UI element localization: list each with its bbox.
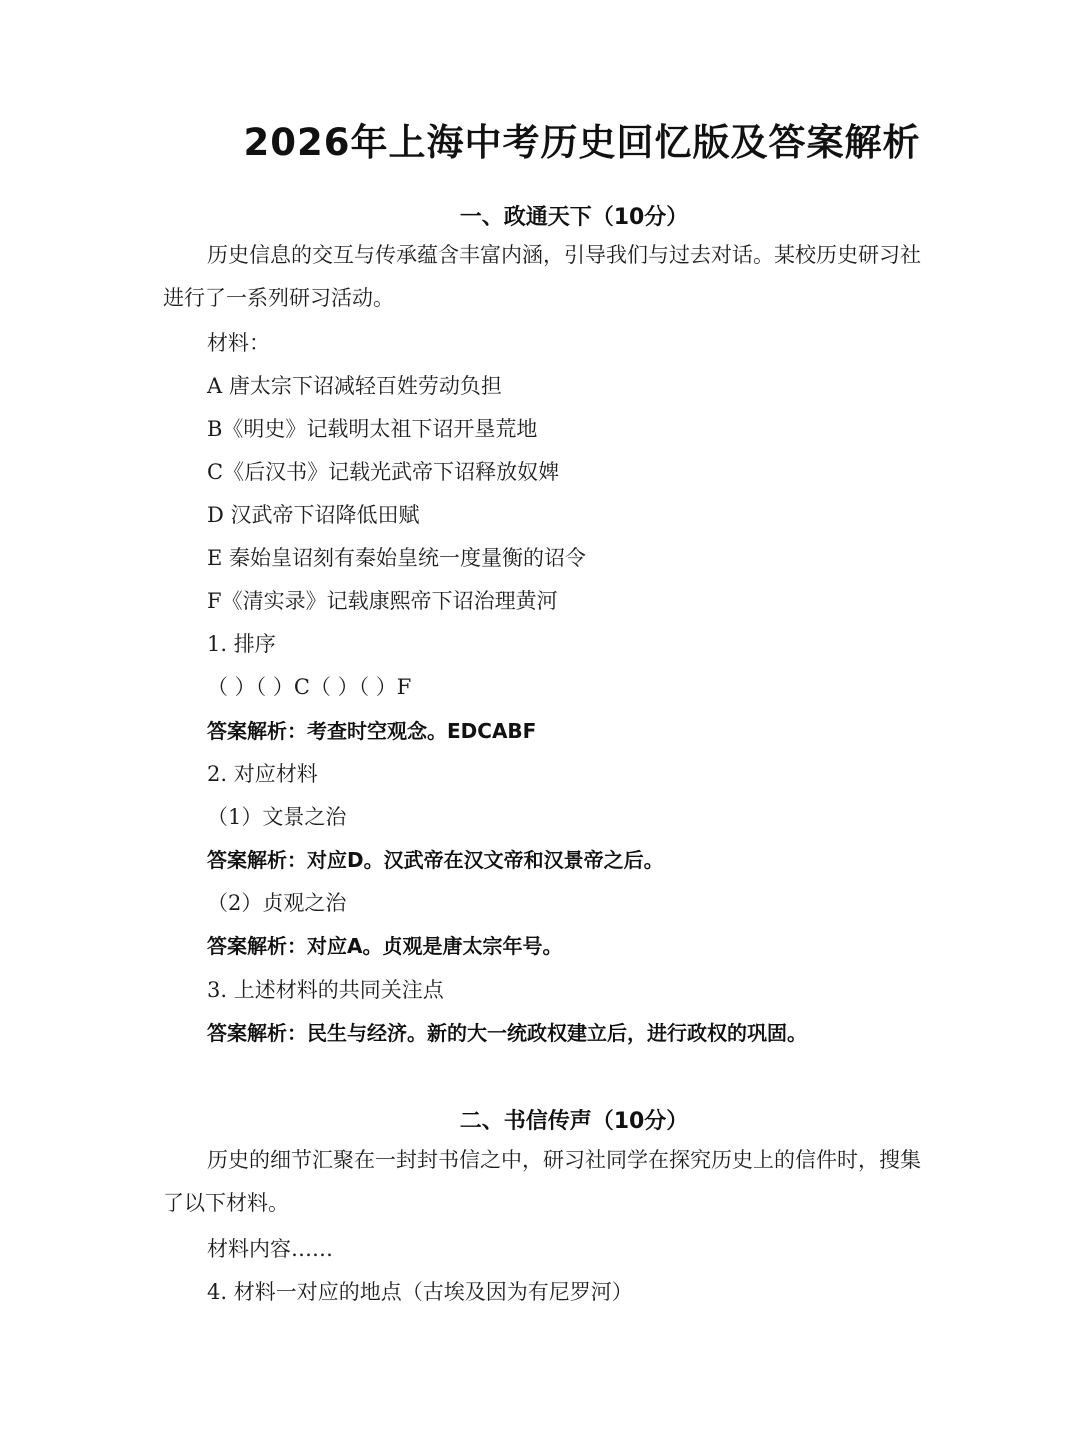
question-2-sub-1: （1）文景之治 <box>207 805 347 829</box>
question-1-label: 1. 排序 <box>207 632 276 656</box>
question-1-blanks: （ ）（ ）C（ ）（ ）F <box>207 675 412 699</box>
section-2-heading: 二、书信传声（10分） <box>459 1109 689 1134</box>
question-3-label: 3. 上述材料的共同关注点 <box>207 978 444 1002</box>
material-item: E 秦始皇诏刻有秦始皇统一度量衡的诏令 <box>207 546 587 570</box>
section-1-intro: 历史信息的交互与传承蕴含丰富内涵，引导我们与过去对话。某校历史研习社进行了一系列研习活动。 <box>163 243 921 310</box>
question-1-answer: 答案解析：考查时空观念。EDCABF <box>207 719 537 743</box>
material-item: A 唐太宗下诏减轻百姓劳动负担 <box>207 374 502 398</box>
material-item: F《清实录》记载康熙帝下诏治理黄河 <box>207 589 558 613</box>
question-2-sub-1-answer: 答案解析：对应D。汉武帝在汉文帝和汉景帝之后。 <box>207 848 664 872</box>
question-2-sub-2-answer: 答案解析：对应A。贞观是唐太宗年号。 <box>207 934 563 958</box>
section-2-materials-label: 材料内容…… <box>207 1237 333 1261</box>
question-3-answer: 答案解析：民生与经济。新的大一统政权建立后，进行政权的巩固。 <box>207 1021 807 1045</box>
question-2-label: 2. 对应材料 <box>207 762 318 786</box>
page-title: 2026年上海中考历史回忆版及答案解析 <box>243 121 921 164</box>
material-item: C《后汉书》记载光武帝下诏释放奴婢 <box>207 460 560 484</box>
section-1-heading: 一、政通天下（10分） <box>459 205 689 230</box>
section-2-intro: 历史的细节汇聚在一封封书信之中，研习社同学在探究历史上的信件时，搜集了以下材料。 <box>163 1148 921 1215</box>
question-2-sub-2: （2）贞观之治 <box>207 891 347 915</box>
material-item: D 汉武帝下诏降低田赋 <box>207 503 420 527</box>
materials-label: 材料： <box>207 331 270 355</box>
question-4-label: 4. 材料一对应的地点（古埃及因为有尼罗河） <box>207 1280 633 1304</box>
material-item: B《明史》记载明太祖下诏开垦荒地 <box>207 417 538 441</box>
